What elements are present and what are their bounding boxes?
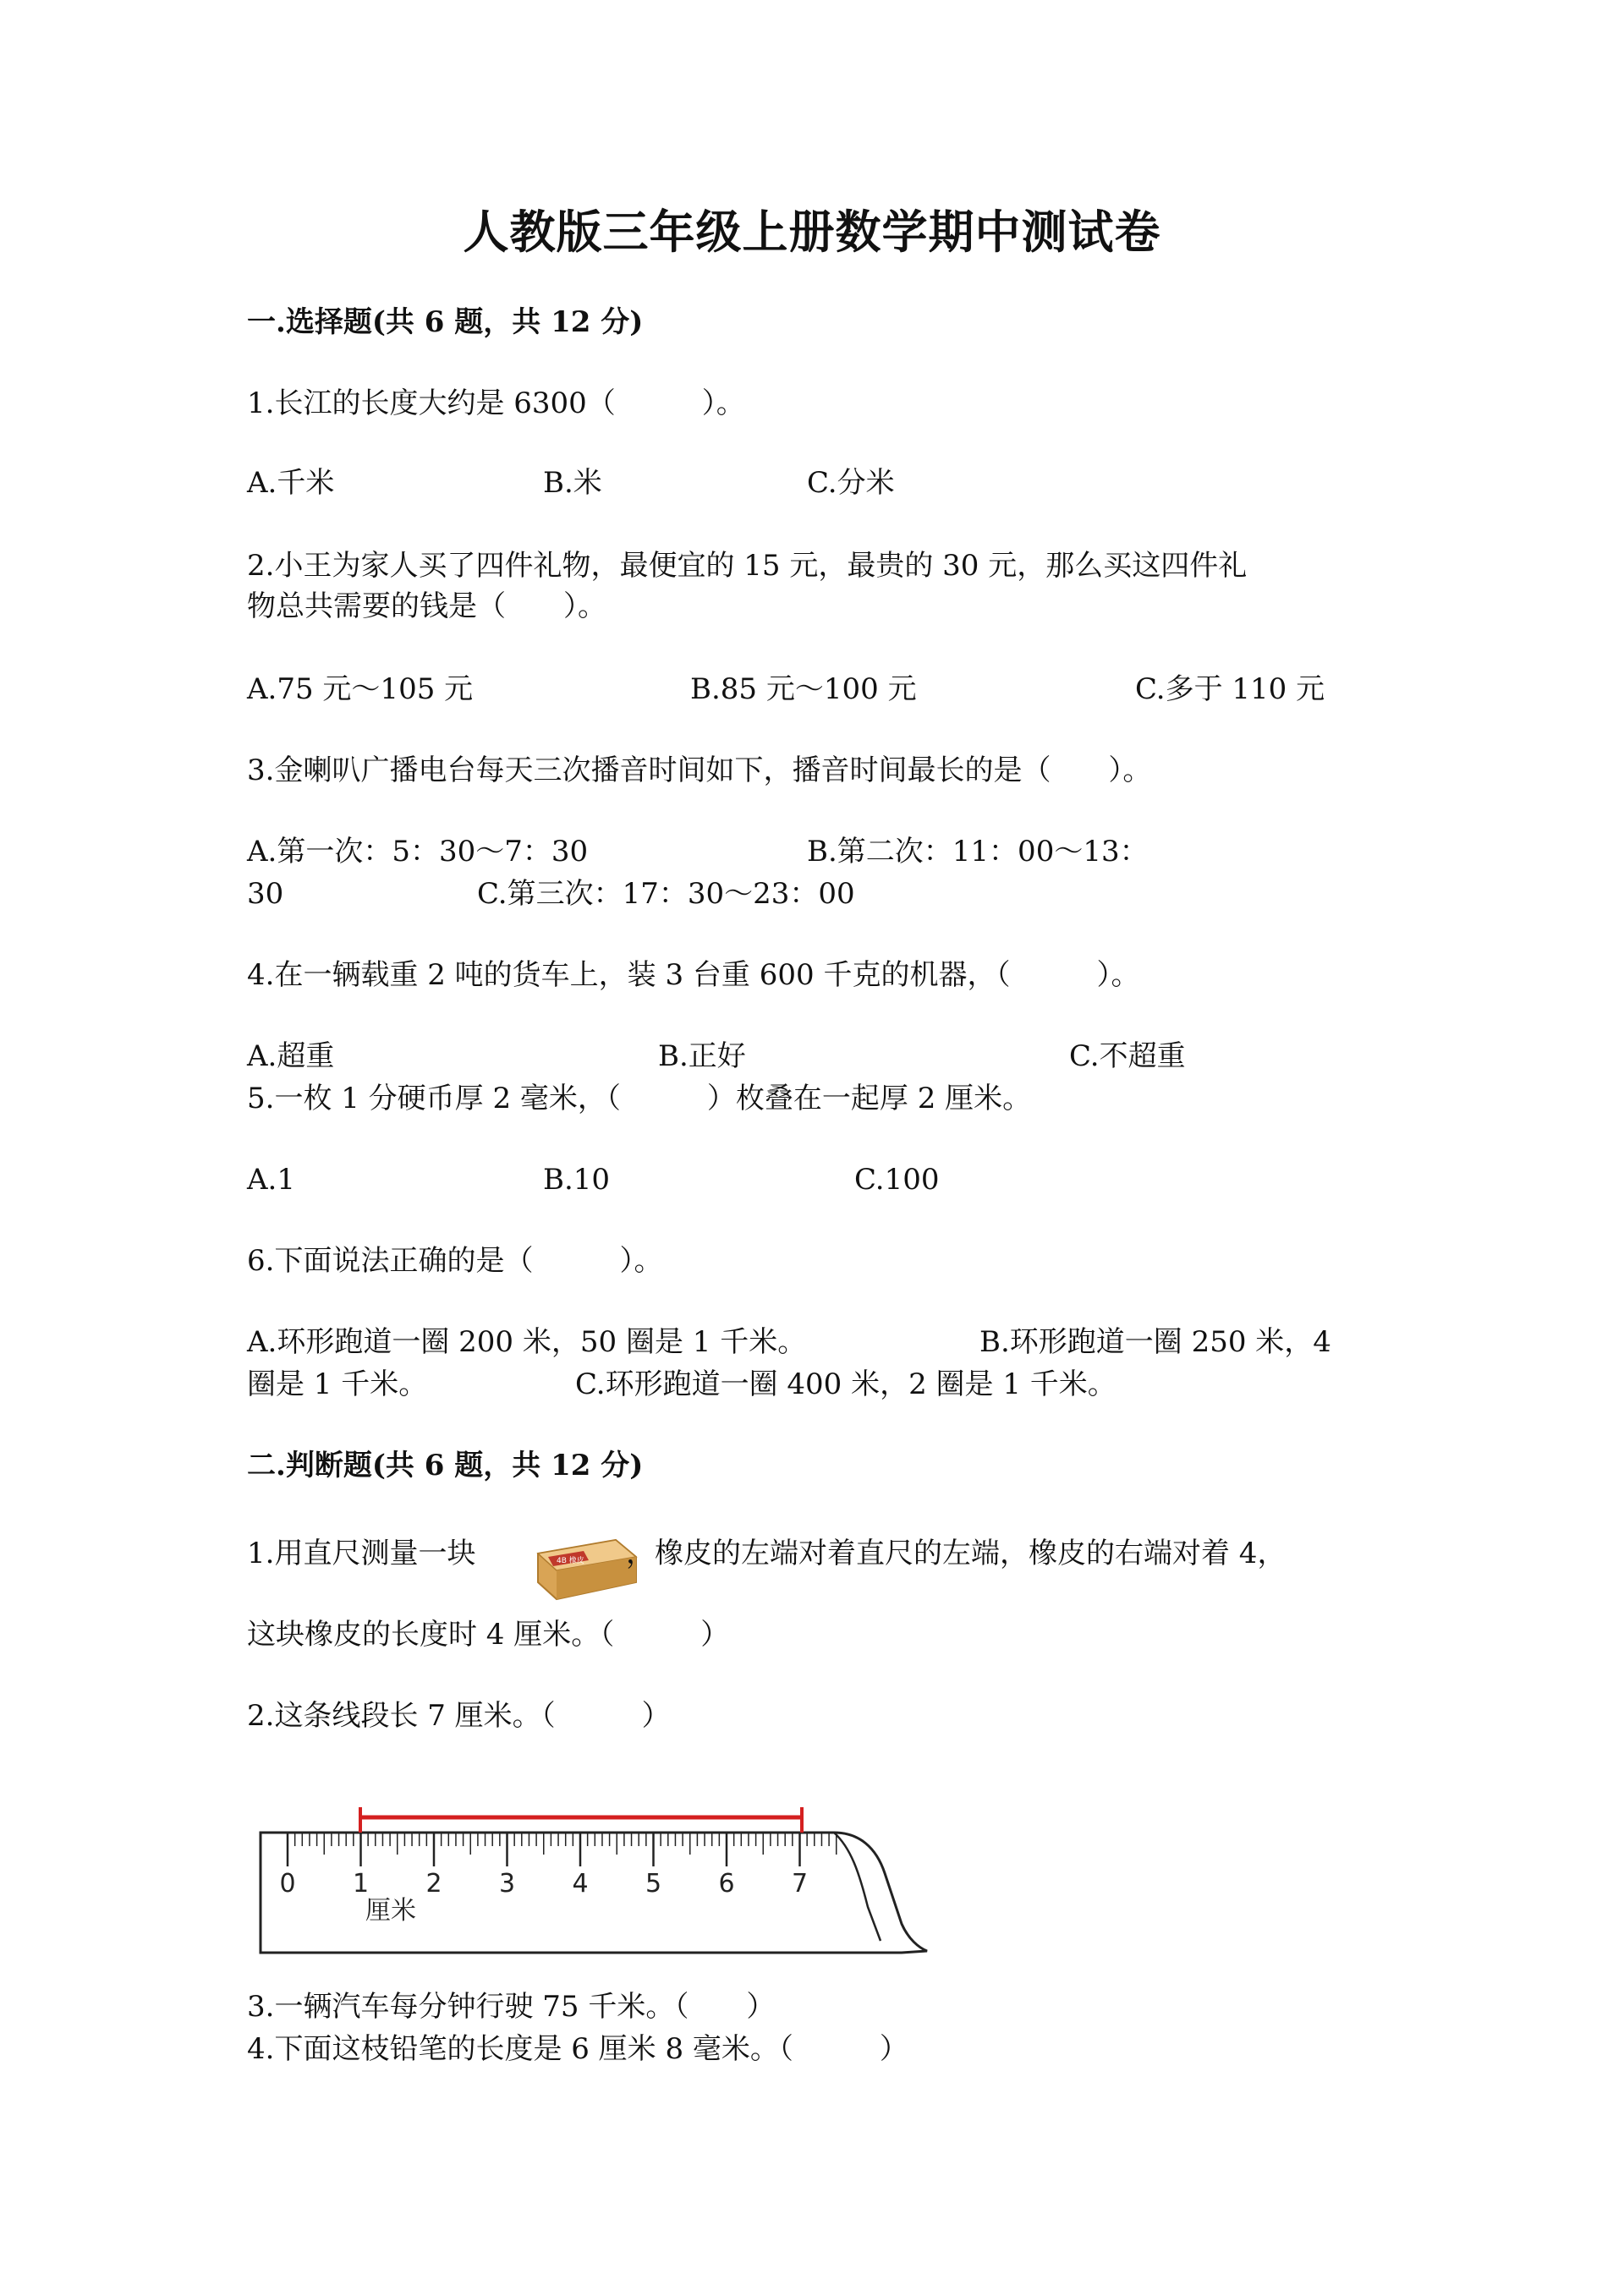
question-5-stem: 5.一枚 1 分硬币厚 2 毫米，（ ）枚叠在一起厚 2 厘米。 — [247, 1082, 1032, 1115]
question-5-option-c[interactable]: C.100 — [854, 1163, 940, 1197]
question-2-option-c[interactable]: C.多于 110 元 — [1135, 672, 1325, 706]
question-3-option-b[interactable]: B.第二次：11：00～13： — [807, 835, 1149, 869]
judgement-1-stem-line2: 这块橡皮的长度时 4 厘米。（ ） — [247, 1618, 730, 1652]
page-title: 人教版三年级上册数学期中测试卷 — [463, 205, 1161, 259]
question-4-stem: 4.在一辆载重 2 吨的货车上，装 3 台重 600 千克的机器，（ ）。 — [247, 958, 1140, 992]
ruler-number-4: 4 — [572, 1869, 589, 1899]
judgement-2-stem: 2.这条线段长 7 厘米。（ ） — [247, 1699, 671, 1733]
question-3-stem: 3.金喇叭广播电台每天三次播音时间如下，播音时间最长的是（ ）。 — [247, 753, 1152, 787]
question-1-option-a[interactable]: A.千米 — [247, 466, 335, 500]
eraser-label: 4B 橡皮 — [557, 1557, 584, 1565]
ruler-number-7: 7 — [791, 1869, 809, 1899]
ruler-image — [250, 1797, 935, 1958]
question-1-option-c[interactable]: C.分米 — [807, 466, 895, 500]
question-2-option-a[interactable]: A.75 元～105 元 — [247, 672, 474, 706]
section-heading-choice: 一.选择题(共 6 题，共 12 分) — [247, 305, 644, 339]
ruler-number-5: 5 — [645, 1869, 662, 1899]
question-6-stem: 6.下面说法正确的是（ ）。 — [247, 1244, 663, 1278]
section-heading-judgement: 二.判断题(共 6 题，共 12 分) — [247, 1449, 644, 1482]
question-3-option-c[interactable]: C.第三次：17：30～23：00 — [477, 877, 855, 911]
question-3-option-b-continued: 30 — [247, 877, 284, 911]
question-2-option-b[interactable]: B.85 元～100 元 — [690, 672, 917, 706]
judgement-1-stem-before: 1.用直尺测量一块 — [247, 1537, 476, 1570]
ruler-number-1: 1 — [352, 1869, 370, 1899]
question-2-stem-line1: 2.小王为家人买了四件礼物，最便宜的 15 元，最贵的 30 元，那么买这四件礼 — [247, 549, 1248, 583]
ruler-number-2: 2 — [425, 1869, 442, 1899]
ruler-number-0: 0 — [279, 1869, 296, 1899]
question-6-option-a[interactable]: A.环形跑道一圈 200 米，50 圈是 1 千米。 — [247, 1325, 807, 1359]
question-6-option-b[interactable]: B.环形跑道一圈 250 米，4 — [979, 1325, 1331, 1359]
question-5-option-b[interactable]: B.10 — [543, 1163, 611, 1197]
judgement-1-stem-after: ，橡皮的左端对着直尺的左端，橡皮的右端对着 4， — [626, 1537, 1287, 1570]
judgement-3-stem: 3.一辆汽车每分钟行驶 75 千米。（ ） — [247, 1990, 776, 2024]
question-4-option-b[interactable]: B.正好 — [658, 1039, 746, 1073]
question-5-option-a[interactable]: A.1 — [247, 1163, 295, 1197]
judgement-4-stem: 4.下面这枝铅笔的长度是 6 厘米 8 毫米。（ ） — [247, 2032, 908, 2066]
question-1-option-b[interactable]: B.米 — [543, 466, 602, 500]
ruler-unit-label: 厘米 — [365, 1896, 416, 1926]
question-6-option-b-continued: 圈是 1 千米。 — [247, 1367, 428, 1401]
ruler-number-3: 3 — [498, 1869, 516, 1899]
question-4-option-c[interactable]: C.不超重 — [1069, 1039, 1186, 1073]
eraser-image — [531, 1528, 639, 1604]
question-3-option-a[interactable]: A.第一次：5：30～7：30 — [247, 835, 589, 869]
question-2-stem-line2: 物总共需要的钱是（ ）。 — [247, 589, 606, 623]
ruler-number-6: 6 — [718, 1869, 735, 1899]
question-1-stem: 1.长江的长度大约是 6300（ ）。 — [247, 386, 745, 420]
question-6-option-c[interactable]: C.环形跑道一圈 400 米，2 圈是 1 千米。 — [575, 1367, 1116, 1401]
question-4-option-a[interactable]: A.超重 — [247, 1039, 335, 1073]
